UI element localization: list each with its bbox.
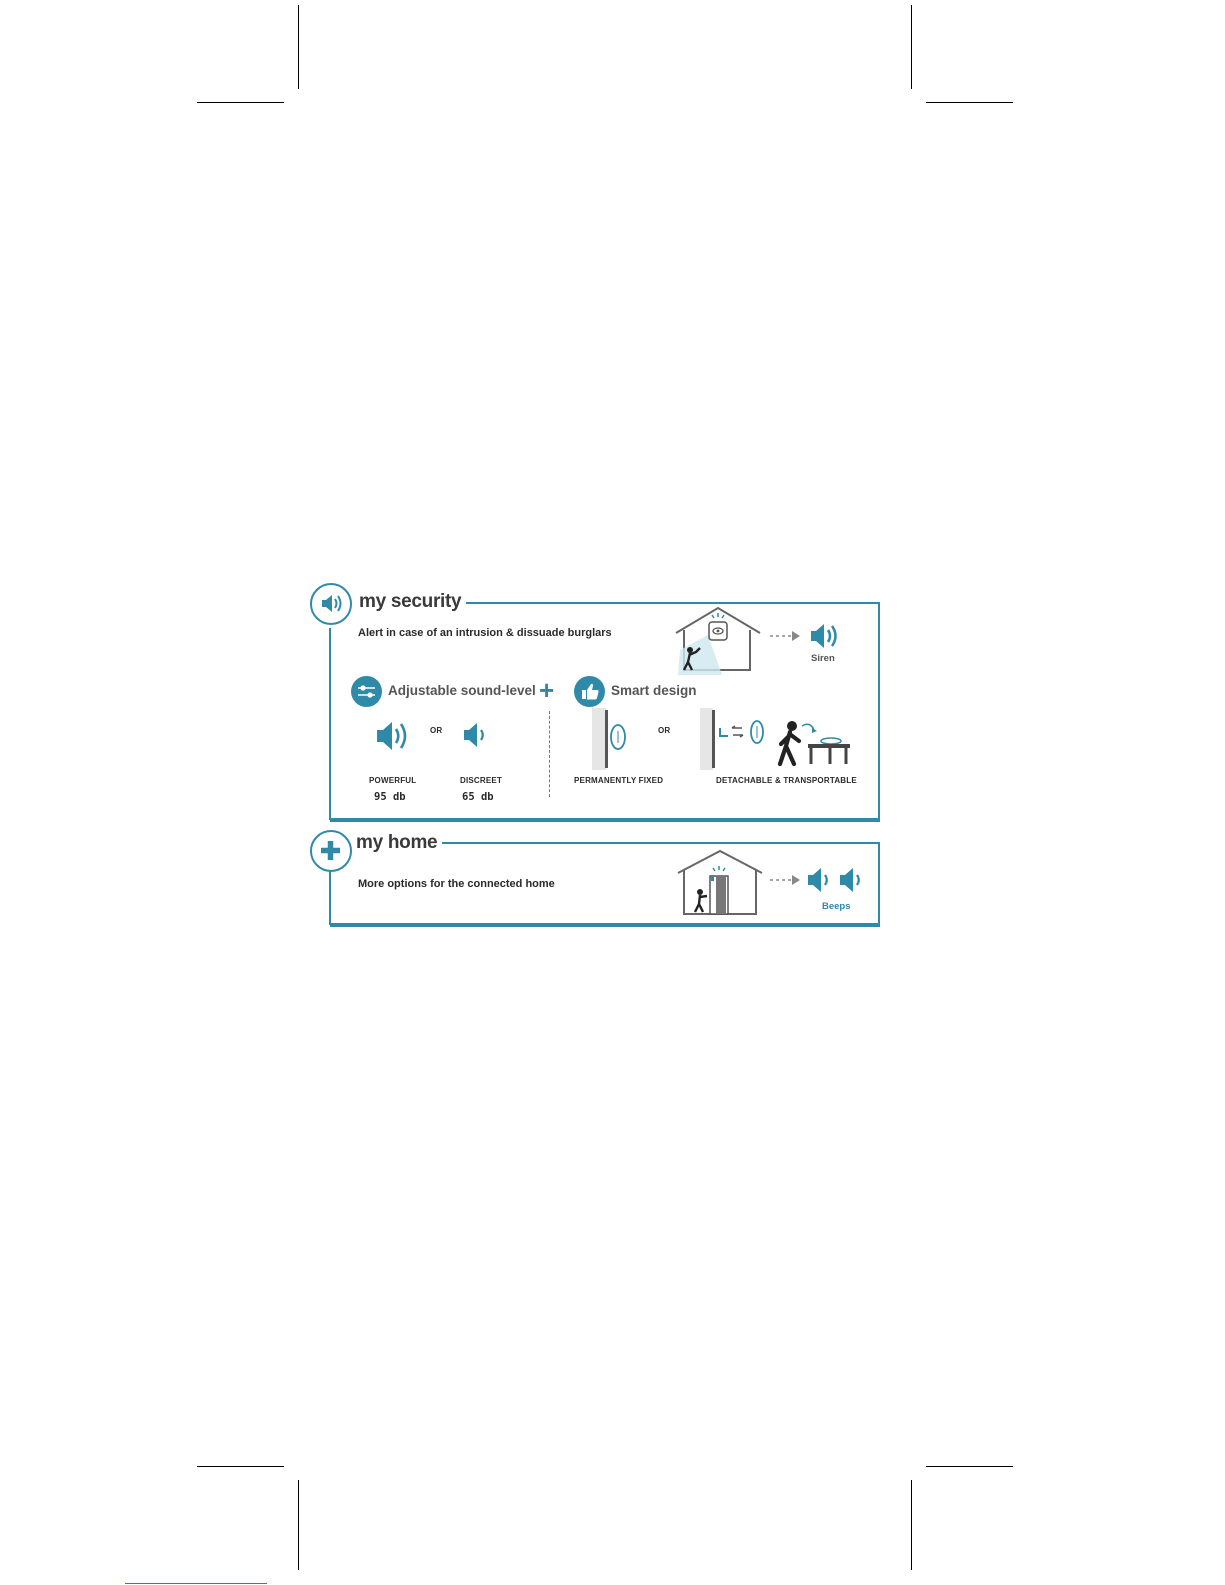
crop-mark bbox=[197, 102, 284, 103]
dashed-arrow bbox=[770, 630, 802, 642]
security-panel-left-line bbox=[329, 628, 331, 820]
speaker-icon bbox=[310, 583, 352, 625]
crop-mark bbox=[298, 5, 299, 89]
crop-mark bbox=[197, 1466, 284, 1467]
permanently-fixed-label: PERMANENTLY FIXED bbox=[574, 776, 664, 785]
discreet-speaker-icon bbox=[462, 719, 490, 751]
section-divider bbox=[549, 711, 550, 797]
design-or-label: OR bbox=[658, 726, 671, 735]
home-description: More options for the connected home bbox=[358, 878, 555, 890]
siren-speaker-icon bbox=[808, 619, 842, 653]
fixed-device-illustration bbox=[592, 708, 634, 770]
security-description: Alert in case of an intrusion & dissuade burglars bbox=[358, 627, 612, 639]
powerful-speaker-icon bbox=[375, 717, 411, 755]
powerful-value: 95 db bbox=[374, 791, 406, 803]
security-panel-bottom bbox=[329, 818, 880, 820]
crop-mark bbox=[911, 1480, 912, 1570]
bottom-rule bbox=[125, 1583, 267, 1584]
dashed-arrow bbox=[770, 874, 802, 886]
crop-mark bbox=[926, 102, 1013, 103]
powerful-label: POWERFUL bbox=[369, 776, 417, 785]
sound-level-title: Adjustable sound-level bbox=[388, 683, 536, 698]
sliders-icon bbox=[351, 676, 382, 707]
crop-mark bbox=[298, 1480, 299, 1570]
home-panel-left-line bbox=[329, 866, 331, 925]
house-door-illustration bbox=[676, 848, 764, 918]
plus-sign: + bbox=[539, 675, 555, 705]
discreet-label: DISCREET bbox=[460, 776, 503, 785]
smart-design-title: Smart design bbox=[611, 683, 697, 698]
home-title: my home bbox=[356, 832, 438, 853]
beep-speaker-icon bbox=[838, 864, 866, 896]
plus-icon bbox=[310, 830, 352, 872]
discreet-value: 65 db bbox=[462, 791, 494, 803]
crop-mark bbox=[911, 5, 912, 89]
sound-or-label: OR bbox=[430, 726, 443, 735]
home-panel-bottom bbox=[329, 923, 880, 925]
siren-label: Siren bbox=[811, 653, 835, 664]
detachable-label: DETACHABLE & TRANSPORTABLE bbox=[716, 776, 857, 785]
crop-mark bbox=[926, 1466, 1013, 1467]
beeps-label: Beeps bbox=[822, 901, 851, 912]
detachable-device-illustration bbox=[700, 708, 850, 774]
house-intrusion-illustration bbox=[670, 605, 765, 677]
security-title: my security bbox=[359, 591, 462, 612]
thumbs-up-icon bbox=[574, 676, 605, 707]
beep-speaker-icon bbox=[806, 864, 834, 896]
